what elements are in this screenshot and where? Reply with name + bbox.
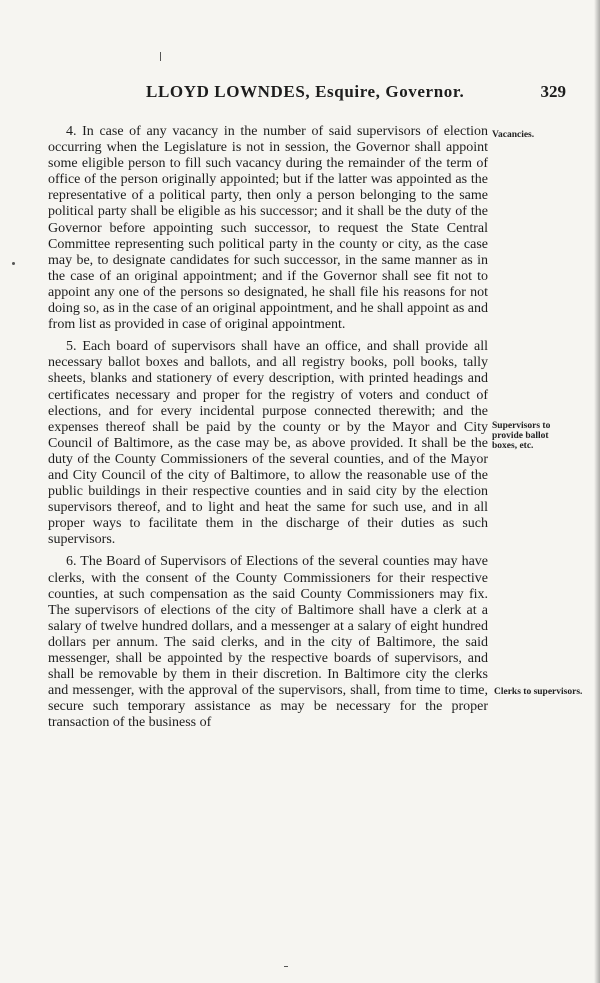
paragraph-section-4: 4. In case of any vacancy in the number of said supervisors of election occurring when the Legislature is not in session, the Governor shall appoint some eligible person to fill such vacancy during the remainder of the term of office of the person originally appointed; but if the latter was appointed as the representative of a political party, then only a person belonging to the same political party shall be eligible as his successor; and it shall be the duty of the Governor before appointing such successor, to request the State Central Committee representing such political party in the county or city, as the case may be, to designate candidates for such successor, in the same manner as in the case of an original appointment; and if the Governor shall see fit not to appoint any one of the persons so designated, he shall file his reasons for not doing so, as in the case of an original appointment, and he shall appoint as and from list as provided in case of original appointment.	[48, 124, 488, 333]
paragraph-section-6: 6. The Board of Supervisors of Elections of the several counties may have clerks, with the consent of the County Commissioners for their respective counties, at such compensation as the said County Commissioners may fix. The supervisors of elections of the city of Baltimore shall have a clerk at a salary of twelve hundred dollars, and a messenger at a salary of eight hundred dollars per annum. The said clerks, and in the city of Baltimore, the said messenger, shall be appointed by the respective boards of supervisors, and shall be removable by them in their discretion. In Baltimore city the clerks and messenger, with the approval of the supervisors, shall, from time to time, secure such temporary assistance as may be necessary for the proper transaction of the business of	[48, 554, 488, 731]
margin-note-vacancies: Vacancies.	[492, 130, 535, 140]
running-header	[146, 82, 566, 106]
scan-artifact	[12, 262, 15, 265]
margin-note-clerks: Clerks to supervisors.	[494, 687, 583, 697]
body-text	[48, 124, 488, 737]
page-number: 329	[540, 82, 566, 101]
scan-edge-shadow	[594, 0, 600, 983]
margin-note-supervisors: Supervisors to provide ballot boxes, etc.	[492, 421, 551, 451]
scan-artifact	[284, 966, 288, 967]
scan-artifact	[160, 52, 161, 61]
header-title: LLOYD LOWNDES, Esquire, Governor.	[146, 82, 465, 101]
paragraph-section-5: 5. Each board of supervisors shall have an office, and shall provide all necessary ballot boxes and ballots, and all registry books, poll books, tally sheets, blanks and stationery of every description, with printed headings and certificates necessary and proper for the registry of voters and conduct of elections, and for every incidental purpose connected therewith; and the expenses thereof shall be paid by the county or by the Mayor and City Council of Baltimore, as the case may be, as above provided. It shall be the duty of the County Commissioners of the several counties, and of the Mayor and City Council of the city of Baltimore, to allow the reasonable use of the public buildings in their respective counties and in said city by the election supervisors thereof, and to light and heat the same for such use, and in all proper ways to facilitate them in the discharge of their duties as such supervisors.	[48, 339, 488, 548]
